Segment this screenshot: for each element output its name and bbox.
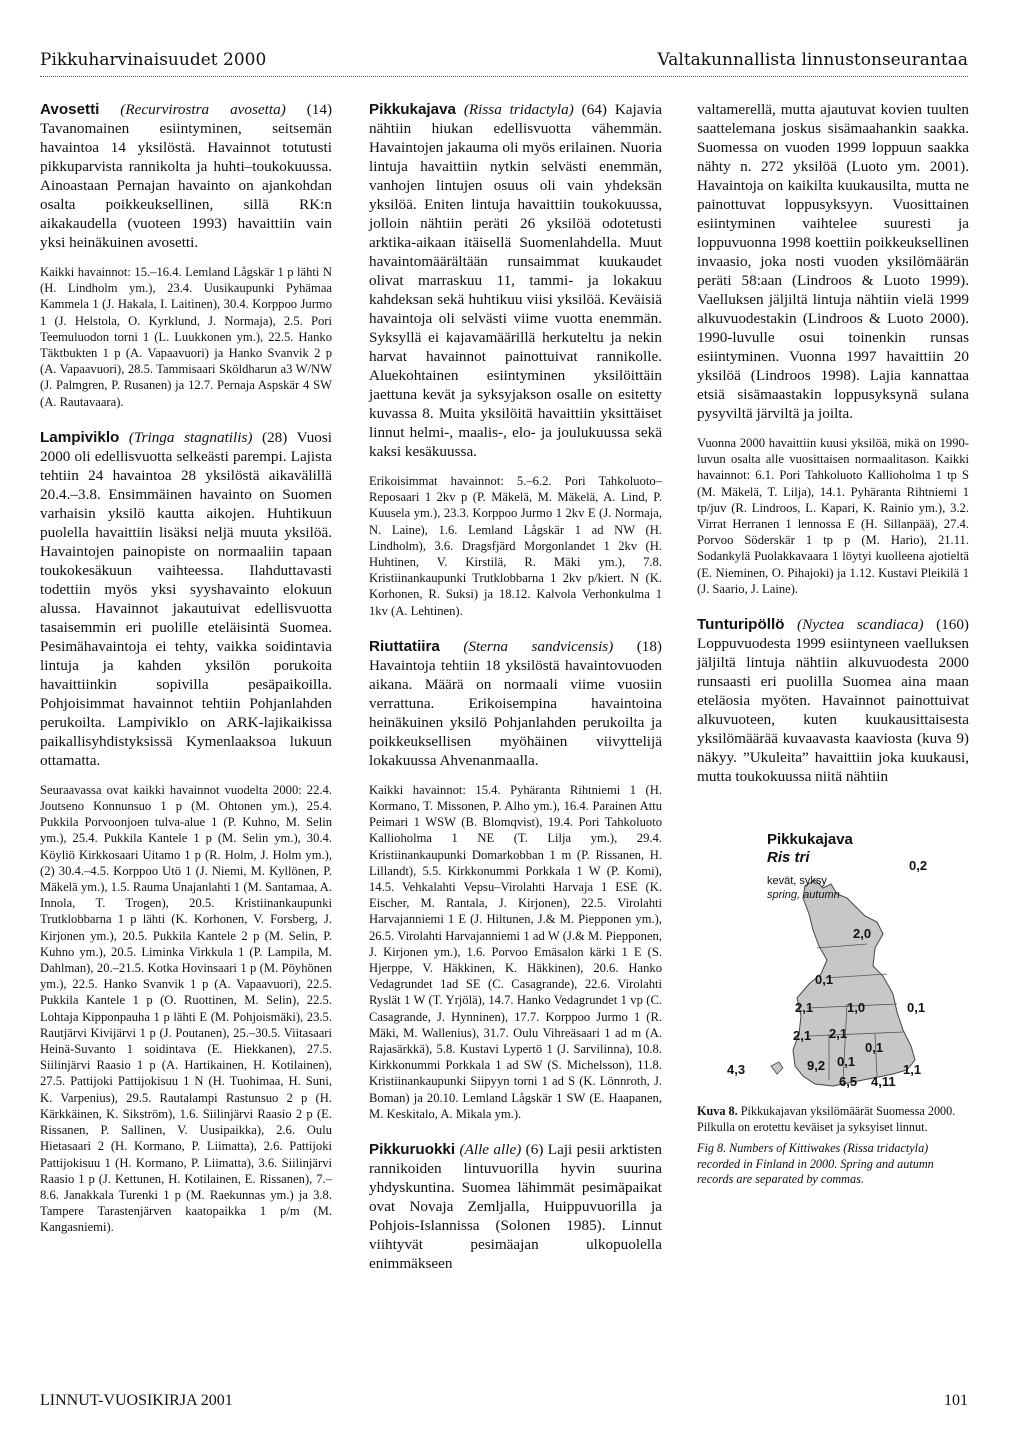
map-value-label: 0,1 [865, 1040, 884, 1056]
species-count: (6) [525, 1141, 544, 1159]
column-3 [697, 100, 969, 1188]
figure-caption-fi [697, 1104, 969, 1135]
avosetti-observations: Kaikki havainnot: 15.–16.4. Lemland Lågskär 1 p lähti N (H. Lindholm ym.), 23.4. Uusikaupunki Pyhämaa Kammela 1 (J. Hakala, I. Laitinen), 30.4. Korppoo Jurmo 1 (J. Helstola, O. Kyrklund, J. Normaja), 2.5. Pori Teemuluodon torni 1 (L. Luukkonen ym.), 22.5. Hanko Täktbukten 1 p (A. Vapaavuori) ja Hanko Svanvik 2 p (A. Vapaavuori), 28.5. Tammisaari Sköldharun a3 W/NW (J. Palmgren, P. Rusanen) ja 12.7. Pernaja Aspskär 4 SW (A. Rautavaara). [40, 265, 332, 409]
lampiviklo-observations: Seuraavassa ovat kaikki havainnot vuodelta 2000: 22.4. Joutseno Konnunsuo 1 p (M. Ohtonen ym.), 25.4. Pukkila Porvoonjoen tulva-alue 1 (P. Kuhno, M. Selin ym.), 25.4. Pukkila Kantele 1 p (M. Selin ym.), 30.4. Köyliö Kirkkosaari Uitamo 1 p (R. Holm, J. Holm ym.), (2) 30.4.–4.5. Korppoo Utö 1 (J. Niemi, M. Kyllönen, P. Mäkelä ym.), 1.5. Rauma Unajanlahti 1 (M. Santamaa, A. Innola, T. Trogen), 20.5. Kristiinankaupunki Trutklobbarna 1 p lähti (K. Korhonen, V. Forsberg, J. Kirjonen ym.), 20.5. Pukkila Kantele 2 p (M. Selin, P. Kuhno ym.), 20.5. Liminka Virkkula 1 (P. Lampila, M. Dahlman), 20.–21.5. Kotka Hovinsaari 1 p (M. Pöyhönen ym.), 22.5. Hanko Svanvik 1 p (A. Vapaavuori), 22.5. Pukkila Kantele 1 p (O. Ruottinen, M. Selin), 22.5. Lohtaja Kipponpauha 1 p lähti E (M. Pohjoismäki), 23.5. Rautjärvi Kivijärvi 1 p (J. Poutanen), 25.–30.5. Viitasaari Heinä-Suvanto 1 soidintava (E. Hiekkanen), 27.5. Siilinjärvi Raasio 1 p (A. Hartikainen, H. Kotilainen), 27.5. Pattijoki Pattijokisuu 1 N (H. Tuohimaa, H. Suni, K. Varpenius), 29.5. Rautalampi Rastunsuo 2 p (H. Kärkkäinen, K. Sikström), 1.6. Siilinjärvi Raasio 2 p (E. Rissanen, P. Sallinen, V. Uusipaikka), 2.6. Oulu Hietasaari 2 (H. Kormano, P. Liimatta), 2.6. Pattijoki Pattijokisuu 1 (H. Kormano, P. Liimatta), 3.6. Siilinjärvi Raasio 1 p (J. Kettunen, H. Kotilainen, E. Rissanen), 7.–8.6. Janakkala Turenki 1 p (M. Raekunnas ym.) ja 3.8. Tampere Tarastenjärven kaatopaikka 1 p/m (M. Kangasniemi). [40, 782, 332, 1235]
caption-label: Kuva 8. [697, 1104, 738, 1119]
species-latin: (Nyctea scandiaca) [797, 616, 924, 634]
footer-left: LINNUT-VUOSIKIRJA 2001 [40, 1392, 233, 1409]
caption-label: Fig 8. [697, 1141, 727, 1156]
aland-islands [771, 1062, 783, 1074]
species-latin: (Rissa tridactyla) [463, 101, 574, 118]
column-1 [40, 100, 332, 1248]
avosetti-section [40, 100, 332, 252]
riuttatiira-observations: Kaikki havainnot: 15.4. Pyhäranta Rihtniemi 1 (H. Kormano, T. Missonen, P. Alho ym.), 16.4. Parainen Attu Peimari 1 WSW (B. Blomqvist), 19.4. Pori Tahkoluoto Kallioholma 1 NE (T. Lilja ym.), 29.4. Kristiinankaupunki Domarkobban 1 m (P. Rissanen, H. Lillandt), 5.5. Kirkkonummi Porkkala 1 W (P. Komi), 14.5. Vehkalahti Vepsu–Virolahti Harvaja 1 ESE (K. Eischer, M. Rantala, J. Kirjonen), 22.5. Virolahti Harvajanniemi 1 E (J. Hiltunen, J.& M. Piepponen ym.), 26.5. Virolahti Harvajanniemi 1 ad W (J.& M. Piepponen, J. Kirjonen ym.), 1.6. Porvoo Emäsalon kärki 1 E (S. Hjerppe, V. Häkkinen, K. Häkkinen), 20.6. Hanko Vedagrundet 1ad SE (C. Casagrande), 22.6. Virolahti Ryslät 1 W (T. Yrjölä), 14.7. Hanko Vedagrundet 1 vp (C. Casagrande, J. Hynninen), 17.7. Korppoo Jurmo 1 (R. Mäki, M. Wallenius), 31.7. Oulu Vihreäsaari 1 ad m (A. Rajasärkkä), 5.8. Kustavi Lypertö 1 (J. Sarvilinna), 10.8. Kirkkonummi Porkkala 1 ad SW (S. Michelsson), 11.8. Kristiinankaupunki Siipyyn torni 1 ad S (K. Lönnroth, J. Boman) ja 20.10. Lemland Lågskär 1 SW (E. Haapanen, M. Keskitalo, A. Mikala ym.). [369, 782, 662, 1121]
species-name: Pikkukajava [369, 101, 456, 118]
map-value-label: 2,1 [829, 1026, 848, 1042]
map-value-label: 2,1 [793, 1028, 812, 1044]
species-text: Laji pesii arktisten rannikoiden lintuvuorilla hyvin suurina yhdyskuntina. Suomea lähimmät pesimäpaikat ovat Novaja Zemljalla, Huippuvuorilla ja Pohjois-Islannissa (Solonen 1985). Linnut viihtyvät pesimäajan ulkopuolella enimmäkseen [369, 1141, 663, 1273]
species-count: (18) [636, 637, 662, 655]
pikkuruokki-section [369, 1140, 662, 1273]
species-text: Loppuvuodesta 1999 esiintyneen vaelluksen jäljiltä lintuja nähtiin alkuvuodesta 2000 runsaasti eri puolilla Suomea aina maan eteläosia myöten. Havainnot painottuivat alkuvuoteen, kuten kuukausittaisesta yksilömäärää kuvaavasta kaaviosta (kuva 9) näkyy. ”Ukuleita” havaittiin joka kuukausi, mutta toukokuussa niitä nähtiin [697, 635, 969, 786]
tunturipollo-section [697, 615, 969, 786]
species-text: Vuosi 2000 oli edellisvuotta selkeästi parempi. Lajista tehtiin 24 havaintoa 28 yksilöstä aikavälillä 20.4.–3.8. Ensimmäinen havainto on Suomen varhaisin yksilö kautta aikojen. Huhtikuun puolella havaittiin lisäksi neljä muuta yksilöä. Havaintojen painopiste on normaaliin tapaan toukokesäkuun vaihteessa. Ilahduttavasti todettiin myös yksi syyshavainto elokuun alussa. Havainnot jakautuivat edellisvuotta tasaisemmin eri puolille eteläisintä Suomea. Pesimähavaintoja ei tehty, vaikka soidintavia lintuja ja kahden yksilön porukoita havaittiinkin sopivilla pesäpaikoilla. Pohjoisimmat havainnot tehtiin Pohjanlahden perukoilta. Lampiviklo on ARK-lajikaikissa paikallisyhdistyksissä Kymenlaaksoa lukuun ottamatta. [40, 428, 333, 769]
species-name: Avosetti [40, 101, 100, 118]
map-value-label: 9,2 [807, 1058, 826, 1074]
species-text: Tavanomainen esiintyminen, seitsemän havaintoa 14 yksilöstä. Havainnot totutusti pikkuparvista rannikolta ja huhti–toukokuussa. Ainoastaan Pernajan havainto on ajankohdan osalta poikkeuksellinen, sillä RK:n aikakaudella (vuoteen 1993) havaittiin vain yksi heinäkuinen avosetti. [40, 120, 332, 251]
map-value-label: 4,3 [727, 1062, 746, 1078]
map-value-label: 0,2 [909, 858, 928, 874]
figure-caption-en [697, 1141, 969, 1188]
map-value-label: 0,1 [837, 1054, 856, 1070]
map-value-label: 2,0 [853, 926, 872, 942]
species-count: (160) [936, 616, 969, 634]
column-2 [369, 100, 662, 1285]
header-left: Pikkuharvinaisuudet 2000 [40, 50, 267, 70]
pikkukajava-observations: Erikoisimmat havainnot: 5.–6.2. Pori Tahkoluoto–Reposaari 1 2kv p (P. Mäkelä, M. Mäkelä, A. Lind, P. Kuusela ym.), 23.3. Korppoo Jurmo 1 2kv E (J. Normaja, N. Laine), 1.6. Lemland Lågskär 1 ad NW (H. Lindholm), 3.6. Dragsfjärd Morgonlandet 1 2kv (H. Huhtinen, V. Kirstilä, R. Mäki ym.), 7.8. Kristiinankaupunki Trutklobbarna 1 2kv p/kiert. N (K. Korhonen, R. Suksi) ja 18.12. Kalvola Verhonkulma 1 1kv (A. Lehtinen). [369, 474, 662, 618]
species-name: Pikkuruokki [369, 1141, 456, 1159]
map-season-en: spring, autumn [767, 889, 840, 902]
header-rule [40, 76, 968, 77]
species-name: Tunturipöllö [697, 616, 785, 634]
finland-map-figure [697, 798, 969, 1098]
map-title: Pikkukajava [767, 831, 853, 849]
species-count: (64) [581, 101, 607, 118]
map-season-fi: kevät, syksy [767, 875, 827, 888]
map-value-label: 2,1 [795, 1000, 814, 1016]
species-latin: (Tringa stagnatilis) [128, 428, 253, 446]
species-latin: (Recurvirostra avosetta) [120, 101, 286, 118]
species-latin: (Alle alle) [459, 1141, 522, 1159]
pikkukajava-section [369, 100, 662, 461]
riuttatiira-section [369, 637, 662, 770]
map-subtitle: Ris tri [767, 849, 810, 867]
caption-text: Numbers of Kittiwakes (Rissa tridactyla) recorded in Finland in 2000. Spring and autumn records are separated by commas. [697, 1141, 934, 1187]
caption-text: Pikkukajavan yksilömäärät Suomessa 2000. Pilkulla on erotettu keväiset ja syksyiset linnut. [697, 1104, 956, 1134]
map-value-label: 6,5 [839, 1074, 858, 1090]
species-text: Havaintoja tehtiin 18 yksilöstä havaintovuoden aikana. Määrä on normaali viime vuosiin verrattuna. Erikoisempina havaintoina heinäkuinen yksilö Pohjanlahden perukoilta ja poikkeuksellisen myöhäinen viivyttelijä lokakuussa Ahvenanmaalla. [369, 656, 662, 769]
lampiviklo-section [40, 428, 332, 770]
species-count: (14) [306, 101, 333, 118]
map-value-label: 1,0 [847, 1000, 866, 1016]
map-value-label: 4,11 [871, 1074, 896, 1090]
species-name: Lampiviklo [40, 428, 120, 446]
map-value-label: 1,1 [903, 1062, 922, 1078]
header-right: Valtakunnallista linnustonseurantaa [657, 50, 968, 70]
map-value-label: 0,1 [907, 1000, 926, 1016]
page-number: 101 [944, 1392, 968, 1409]
species-latin: (Sterna sandvicensis) [463, 637, 614, 655]
species-name: Riuttatiira [369, 637, 440, 655]
species-count: (28) [262, 428, 288, 446]
pikkuruokki-observations: Vuonna 2000 havaittiin kuusi yksilöä, mikä on 1990-luvun osalta alle vuosittaisen normaalitason. Kaikki havainnot: 6.1. Pori Tahkoluoto Kallioholma 1 tp S (M. Mäkelä, T. Lilja), 14.1. Pyhäranta Rihtniemi 1 tp/juv (R. Lindroos, L. Kapari, K. Rainio ym.), 3.2. Virrat Herranen 1 lennossa E (H. Sillanpää), 27.4. Porvoo Söderskär 1 tp p (M. Hario), 21.11. Sodankylä Puolakkavaara 1 löytyi kuolleena ajotieltä (E. Nieminen, O. Pihajoki) ja 1.12. Kustavi Pleikilä 1 (J. Saario, J. Laine). [697, 436, 969, 596]
pikkuruokki-continued: valtamerellä, mutta ajautuvat kovien tuulten saattelemana joskus sisämaahankin saakka. Suomessa on vuoden 1999 loppuun saakka nähty n. 272 yksilöä (Luoto ym. 2001). Havaintoja on kaikilta kuukausilta, mutta ne painottuvat loppusyksyyn. Vuosittainen esiintyminen vaihtelee suuresti ja loppuvuonna 1998 koettiin poikkeuksellinen invaasio, joka nosti vuoden yksilömäärän peräti 58:aan (Lindroos & Luoto 1999). Vaelluksen jäljiltä lintuja nähtiin vielä 1999 alkuvuodestakin (Lindroos & Luoto 2000). 1990-luvulle osui toinenkin runsas esiintyminen. Vuonna 1997 havaittiin 20 yksilöä (Lindroos 1998). Lajia kannattaa etsiä sisämaastakin loppusyksynä sulana pysyviltä järviltä ja joilta. [697, 101, 969, 422]
species-text: Kajavia nähtiin hiukan edellisvuotta vähemmän. Havaintojen jakauma oli myös erilainen. Nuoria lintuja havaittiin nytkin selvästi enemmän, vanhojen lintujen osuus oli vain yhdeksän yksilöä. Eniten lintuja havaittiin toukokuussa, jolloin nähtiin peräti 26 yksilöä odotetusti arktika-aikaan itäisellä Suomenlahdella. Muut havaintomäärältään runsaimmat kuukaudet olivat marraskuu 11, tammi- ja lokakuu kahdeksan sekä huhtikuu viisi yksilöä. Keväisiä havaintoja oli selvästi viime vuotta enemmän. Syksyllä ei kajavamäärillä herkuteltu ja nekin harvat havainnot painottuivat rannikolle. Aluekohtainen esiintyminen yksilöittäin jaettuna kevät ja syksyjakson osalle on esitetty kuvassa 8. Muita yksilöitä havaittiin yksittäiset linnut helmi-, maalis-, elo- ja joulukuussa sekä kaksi kesäkuussa. [369, 101, 663, 460]
map-value-label: 0,1 [815, 972, 834, 988]
finland-map [697, 798, 969, 1098]
